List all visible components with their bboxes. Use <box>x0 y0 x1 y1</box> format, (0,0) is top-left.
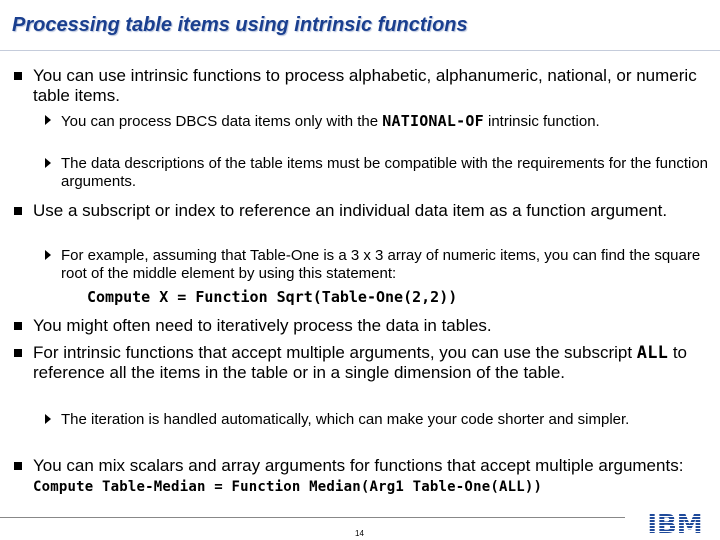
sub-bullet-text: The data descriptions of the table items must be compatible with the requirements for the function arguments. <box>61 155 709 190</box>
bullet-subscript-index <box>14 201 704 221</box>
keyword-all: ALL <box>636 343 669 363</box>
sub-bullet-dbcs <box>45 112 710 131</box>
sub-bullet-example <box>45 247 710 283</box>
code-example-median: Compute Table-Median = Function Median(Arg1 Table-One(ALL)) <box>33 479 543 495</box>
bullet-subscript-all <box>14 343 704 383</box>
sub-bullet-iteration <box>45 411 710 429</box>
triangle-bullet-icon <box>45 115 51 125</box>
bullet-text: Use a subscript or index to reference an individual data item as a function argument. <box>33 201 668 220</box>
keyword-national-of: NATIONAL-OF <box>382 112 484 130</box>
ibm-logo <box>637 508 713 538</box>
page-number: 14 <box>355 529 364 538</box>
sub-bullet-text: You can process DBCS data items only with the <box>61 113 383 130</box>
triangle-bullet-icon <box>45 414 51 424</box>
sub-bullet-data-descriptions <box>45 155 710 191</box>
footer-divider <box>0 517 625 518</box>
title-divider <box>0 50 720 51</box>
square-bullet-icon <box>14 322 22 330</box>
square-bullet-icon <box>14 462 22 470</box>
slide-title: Processing table items using intrinsic functions <box>12 14 468 36</box>
sub-bullet-text: The iteration is handled automatically, which can make your code shorter and simpler. <box>61 411 630 428</box>
bullet-text: You can use intrinsic functions to process alphabetic, alphanumeric, national, or numeric table items. <box>33 66 697 105</box>
bullet-text: For intrinsic functions that accept multiple arguments, you can use the subscript <box>33 343 637 362</box>
sub-bullet-text: For example, assuming that Table-One is a 3 x 3 array of numeric items, you can find the square root of the middle element by using this statement: <box>61 247 701 282</box>
triangle-bullet-icon <box>45 158 51 168</box>
square-bullet-icon <box>14 207 22 215</box>
bullet-text: to reference all the items in the table or in a single dimension of the table. <box>33 343 688 382</box>
square-bullet-icon <box>14 72 22 80</box>
sub-bullet-text: intrinsic function. <box>483 113 600 130</box>
bullet-intrinsic-functions <box>14 66 704 106</box>
bullet-iterative-processing <box>14 316 704 336</box>
triangle-bullet-icon <box>45 250 51 260</box>
code-example-sqrt: Compute X = Function Sqrt(Table-One(2,2)) <box>87 288 458 306</box>
square-bullet-icon <box>14 349 22 357</box>
bullet-text: You can mix scalars and array arguments for functions that accept multiple arguments: <box>33 456 684 475</box>
bullet-mix-scalars <box>14 456 704 497</box>
bullet-text: You might often need to iteratively process the data in tables. <box>33 316 492 335</box>
